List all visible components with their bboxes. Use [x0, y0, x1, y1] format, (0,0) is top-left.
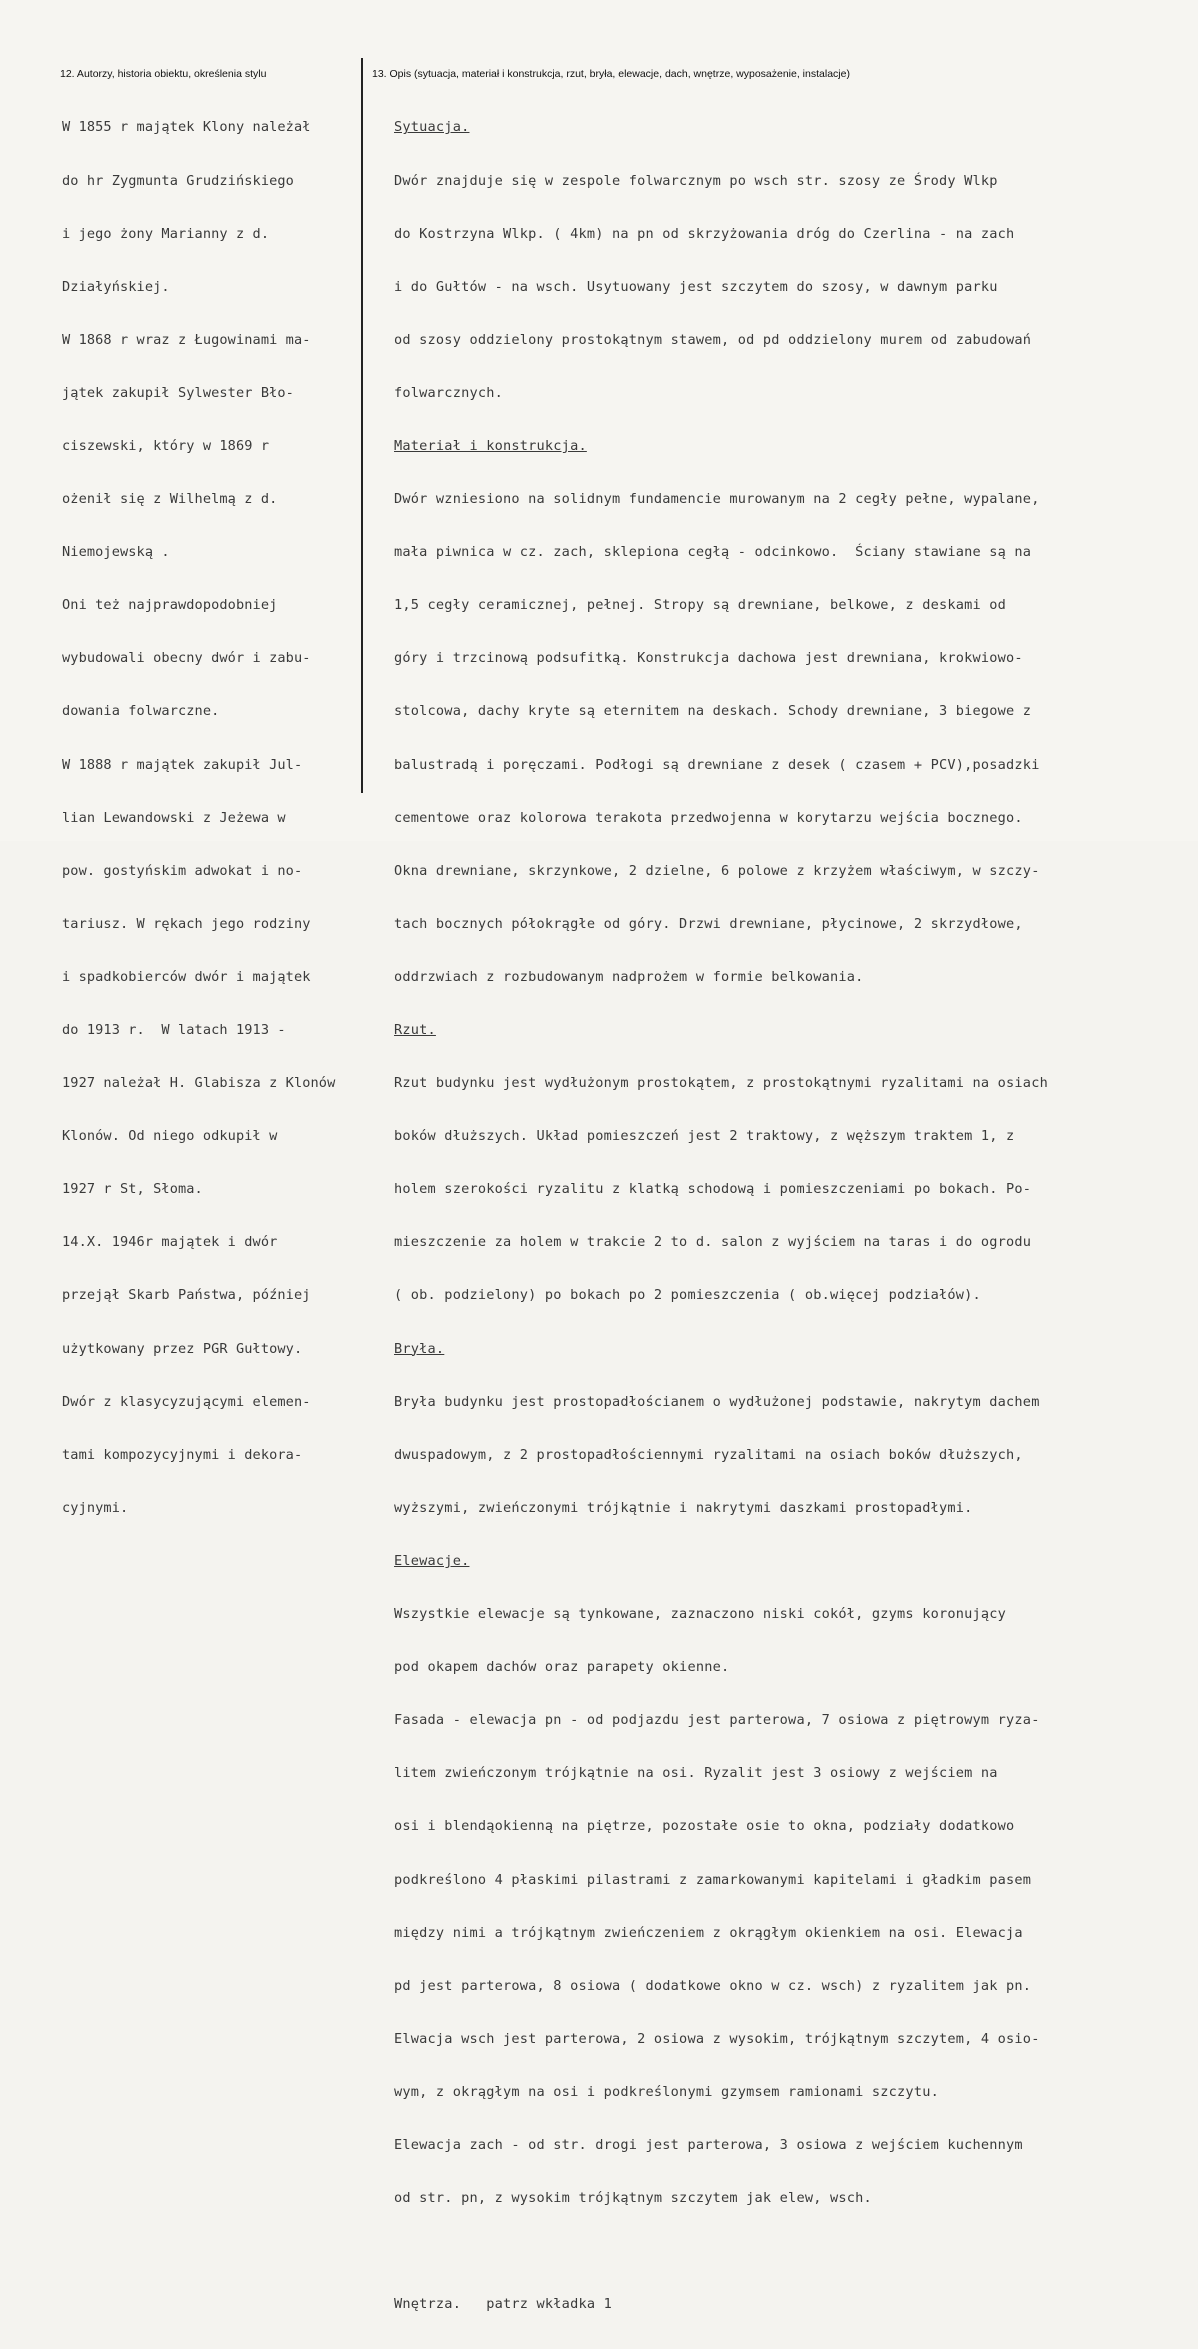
description-line: Wszystkie elewacje są tynkowane, zaznaczono niski cokół, gzyms koronujący — [394, 1606, 1007, 1623]
history-line: 1927 należał H. Glabisza z Klonów — [62, 1075, 336, 1092]
history-line: Klonów. Od niego odkupił w — [62, 1128, 278, 1145]
description-line: osi i blendąokienną na piętrze, pozostałe osie to okna, podziały dodatkowo — [394, 1818, 1015, 1835]
description-line: boków dłuższych. Układ pomieszczeń jest 2 traktowy, z węższym traktem 1, z — [394, 1128, 1015, 1145]
history-line: dowania folwarczne. — [62, 703, 220, 720]
description-line: Rzut budynku jest wydłużonym prostokątem, z prostokątnymi ryzalitami na osiach — [394, 1075, 1048, 1092]
description-line: mieszczenie za holem w trakcie 2 to d. salon z wyjściem na taras i do ogrodu — [394, 1234, 1032, 1251]
history-line: tami kompozycyjnymi i dekora- — [62, 1446, 303, 1463]
description-line: między nimi a trójkątnym zwieńczeniem z okrągłym okienkiem na osi. Elewacja — [394, 1924, 1023, 1941]
description-line: wyższymi, zwieńczonymi trójkątnie i nakrytymi daszkami prostopadłymi. — [394, 1499, 973, 1516]
history-line: i spadkobierców dwór i majątek — [62, 968, 311, 985]
description-line: litem zwieńczonym trójkątnie na osi. Ryzalit jest 3 osiowy z wejściem na — [394, 1765, 998, 1782]
description-line: stolcowa, dachy kryte są eternitem na deskach. Schody drewniane, 3 biegowe z — [394, 703, 1032, 720]
section-heading-rzut: Rzut. — [394, 1022, 436, 1038]
history-text-column — [62, 84, 362, 1553]
history-line: do 1913 r. W latach 1913 - — [62, 1022, 286, 1038]
history-line: W 1868 r wraz z Ługowinami ma- — [62, 331, 311, 348]
description-line: i do Gułtów - na wsch. Usytuowany jest szczytem do szosy, w dawnym parku — [394, 278, 998, 295]
section-heading-wnetrza: Wnętrza. patrz wkładka 1 — [394, 2296, 612, 2313]
history-line: tariusz. W rękach jego rodziny — [62, 915, 311, 932]
description-line: Dwór znajduje się w zespole folwarcznym po wsch str. szosy ze Środy Wlkp — [394, 172, 998, 189]
description-line: dwuspadowym, z 2 prostopadłościennymi ryzalitami na osiach boków dłuższych, — [394, 1446, 1023, 1463]
history-line: Oni też najprawdopodobniej — [62, 597, 278, 614]
history-line: cyjnymi. — [62, 1499, 129, 1516]
description-line: folwarcznych. — [394, 384, 503, 401]
section-heading-elewacje: Elewacje. — [394, 1552, 470, 1569]
description-line: balustradą i poręczami. Podłogi są drewniane z desek ( czasem + PCV),posadzki — [394, 756, 1040, 773]
description-line: cementowe oraz kolorowa terakota przedwojenna w korytarzu wejścia bocznego. — [394, 809, 1023, 826]
section-heading-material: Materiał i konstrukcja. — [394, 437, 587, 454]
history-line: pow. gostyńskim adwokat i no- — [62, 862, 303, 879]
description-line: Elewacja zach - od str. drogi jest parterowa, 3 osiowa z wejściem kuchennym — [394, 2136, 1023, 2153]
description-line: mała piwnica w cz. zach, sklepiona cegłą - odcinkowo. Ściany stawiane są na — [394, 544, 1032, 561]
description-line: ( ob. podzielony) po bokach po 2 pomieszczenia ( ob.więcej podziałów). — [394, 1287, 981, 1304]
description-line: podkreślono 4 płaskimi pilastrami z zamarkowanymi kapitelami i gładkim pasem — [394, 1871, 1032, 1888]
history-line: ożenił się z Wilhelmą z d. — [62, 491, 278, 508]
description-line: tach bocznych półokrągłe od góry. Drzwi drewniane, płycinowe, 2 skrzydłowe, — [394, 915, 1023, 932]
section-13-header: 13. Opis (sytuacja, materiał i konstrukcja, rzut, bryła, elewacje, dach, wnętrze, wyposażenie, instalacje) — [372, 68, 850, 80]
history-line: 14.X. 1946r majątek i dwór — [62, 1234, 278, 1251]
description-line: góry i trzcinową podsufitką. Konstrukcja dachowa jest drewniana, krokwiowo- — [394, 650, 1023, 667]
description-line: Dwór wzniesiono na solidnym fundamencie murowanym na 2 cegły pełne, wypalane, — [394, 491, 1040, 508]
history-line: ciszewski, który w 1869 r — [62, 437, 270, 454]
description-text-column — [394, 84, 1194, 2349]
history-line: jątek zakupił Sylwester Bło- — [62, 384, 294, 401]
blank-line — [394, 2243, 1194, 2261]
section-heading-bryla: Bryła. — [394, 1340, 445, 1357]
description-line: holem szerokości ryzalitu z klatką schodową i pomieszczeniami po bokach. Po- — [394, 1181, 1032, 1198]
description-line: od szosy oddzielony prostokątnym stawem, od pd oddzielony murem od zabudowań — [394, 331, 1032, 348]
section-12-header: 12. Autorzy, historia obiektu, określenia stylu — [60, 68, 267, 80]
history-line: 1927 r St, Słoma. — [62, 1181, 203, 1198]
description-line: pd jest parterowa, 8 osiowa ( dodatkowe okno w cz. wsch) z ryzalitem jak pn. — [394, 1977, 1032, 1994]
history-line: W 1855 r majątek Klony należał — [62, 119, 311, 136]
section-heading-sytuacja: Sytuacja. — [394, 119, 470, 136]
history-line: Dwór z klasycyzującymi elemen- — [62, 1393, 311, 1410]
description-line: oddrzwiach z rozbudowanym nadprożem w formie belkowania. — [394, 968, 864, 985]
history-line: i jego żony Marianny z d. — [62, 225, 270, 242]
description-line: Elwacja wsch jest parterowa, 2 osiowa z wysokim, trójkątnym szczytem, 4 osio- — [394, 2030, 1040, 2047]
history-line: do hr Zygmunta Grudzińskiego — [62, 172, 294, 189]
history-line: użytkowany przez PGR Gułtowy. — [62, 1340, 303, 1357]
history-line: lian Lewandowski z Jeżewa w — [62, 809, 286, 826]
description-line: od str. pn, z wysokim trójkątnym szczytem jak elew, wsch. — [394, 2190, 872, 2207]
description-line: wym, z okrągłym na osi i podkreślonymi gzymsem ramionami szczytu. — [394, 2083, 939, 2100]
history-line: przejął Skarb Państwa, później — [62, 1287, 311, 1304]
history-line: Działyńskiej. — [62, 278, 170, 295]
description-line: Okna drewniane, skrzynkowe, 2 dzielne, 6 polowe z krzyżem właściwym, w szczy- — [394, 862, 1040, 879]
description-line: Fasada - elewacja pn - od podjazdu jest parterowa, 7 osiowa z piętrowym ryza- — [394, 1712, 1040, 1729]
description-line: pod okapem dachów oraz parapety okienne. — [394, 1659, 730, 1676]
description-line: 1,5 cegły ceramicznej, pełnej. Stropy są drewniane, belkowe, z deskami od — [394, 597, 1007, 614]
description-line: do Kostrzyna Wlkp. ( 4km) na pn od skrzyżowania dróg do Czerlina - na zach — [394, 225, 1015, 242]
history-line: wybudowali obecny dwór i zabu- — [62, 650, 311, 667]
history-line: Niemojewską . — [62, 544, 170, 561]
description-line: Bryła budynku jest prostopadłościanem o wydłużonej podstawie, nakrytym dachem — [394, 1393, 1040, 1410]
history-line: W 1888 r majątek zakupił Jul- — [62, 756, 303, 773]
